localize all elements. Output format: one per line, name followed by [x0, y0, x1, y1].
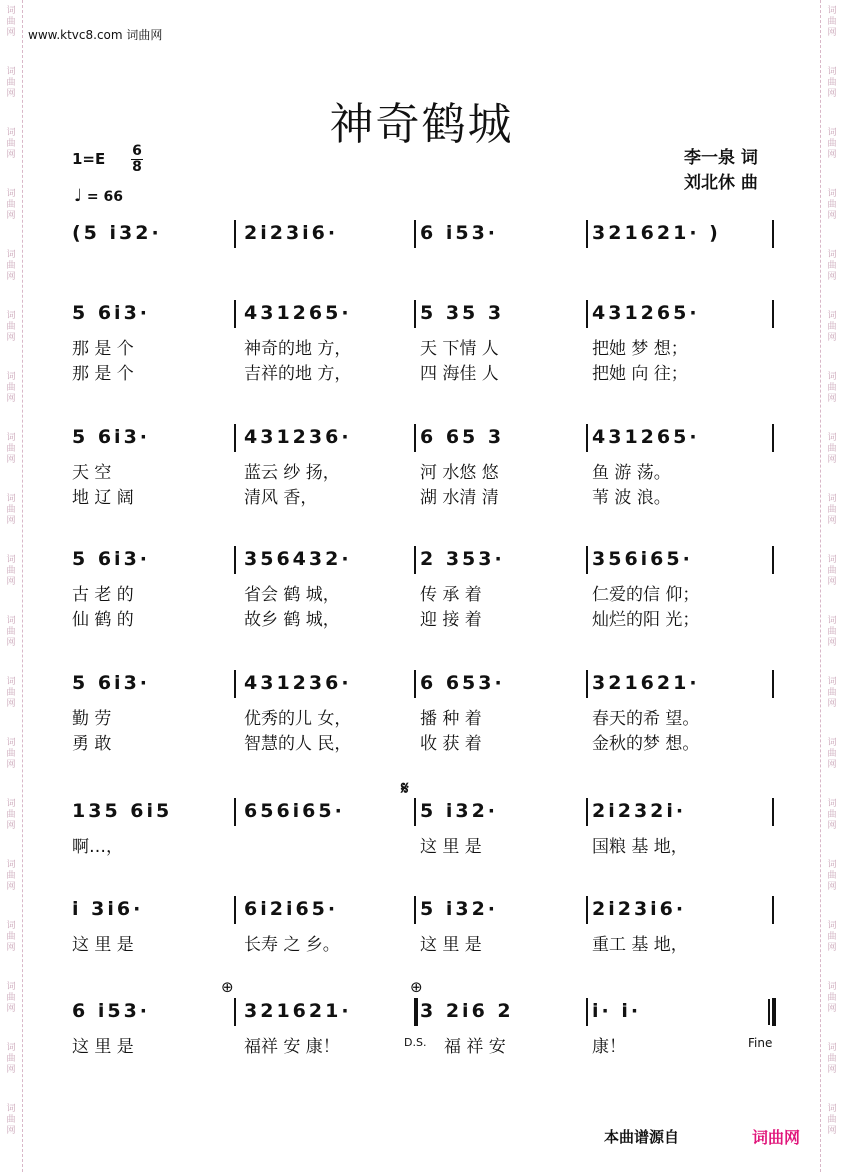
notation-bar: 5 6i3·: [72, 548, 151, 570]
lyric-text: 地 辽 阔: [72, 488, 134, 508]
lyric-text: 神奇的地 方，: [244, 339, 352, 359]
barline: [414, 546, 416, 574]
watermark-text: 词 曲 网: [827, 799, 837, 831]
watermark-text: 词 曲 网: [827, 67, 837, 99]
notation-bar: 2i23i6·: [244, 222, 339, 244]
barline: [772, 670, 774, 698]
barline: [414, 896, 416, 924]
notation-bar: 3 2i6 2: [420, 1000, 514, 1022]
watermark-text: 词 曲 网: [6, 555, 16, 587]
lyric-text: 这 里 是: [72, 1037, 134, 1057]
watermark-text: 词 曲 网: [6, 189, 16, 221]
watermark-text: 词 曲 网: [827, 494, 837, 526]
lyric-text: 河 水悠 悠: [420, 463, 499, 483]
barline: [414, 424, 416, 452]
barline: [772, 546, 774, 574]
credits: [684, 146, 758, 196]
notation-bar: 5 i32·: [420, 898, 499, 920]
notation-bar: 2i232i·: [592, 800, 687, 822]
lyric-text: 把她 梦 想；: [592, 339, 688, 359]
watermark-text: 词 曲 网: [6, 250, 16, 282]
lyric-text: 这 里 是: [420, 837, 482, 857]
notation-bar: 5 6i3·: [72, 426, 151, 448]
lyric-text: 传 承 着: [420, 585, 482, 605]
coda-icon: ⊕: [410, 978, 423, 996]
notation-bar: 6 65 3: [420, 426, 505, 448]
watermark-text: 词 曲 网: [6, 67, 16, 99]
site-url[interactable]: www.ktvc8.com 词曲网: [28, 28, 163, 42]
lyric-text: 清风 香，: [244, 488, 318, 508]
watermark-text: 词 曲 网: [6, 433, 16, 465]
song-title: 神奇鹤城: [329, 99, 514, 150]
barline: [234, 220, 236, 248]
lyric-text: 春天的希 望。: [592, 709, 700, 729]
lyric-text: 天 空: [72, 463, 112, 483]
lyric-text: 鱼 游 荡。: [592, 463, 671, 483]
notation-bar: 431236·: [244, 672, 352, 694]
watermark-text: 词 曲 网: [6, 921, 16, 953]
notation-bar: 6 653·: [420, 672, 505, 694]
notation-bar: 431265·: [592, 302, 700, 324]
barline: [586, 220, 588, 248]
barline: [234, 896, 236, 924]
watermark-text: 词 曲 网: [827, 860, 837, 892]
watermark-text: 词 曲 网: [6, 799, 16, 831]
barline: [586, 798, 588, 826]
lyric-text: 灿烂的阳 光；: [592, 610, 700, 630]
barline: [772, 424, 774, 452]
lyric-text: 故乡 鹤 城，: [244, 610, 340, 630]
watermark-text: 词 曲 网: [827, 6, 837, 38]
barline: [234, 546, 236, 574]
watermark-text: 词 曲 网: [827, 433, 837, 465]
barline: [234, 798, 236, 826]
lyric-text: 金秋的梦 想。: [592, 734, 700, 754]
barline: [414, 670, 416, 698]
lyric-text: 这 里 是: [420, 935, 482, 955]
notation-bar: 356432·: [244, 548, 352, 570]
left-watermark-strip: [0, 0, 23, 1172]
lyric-text: 国粮 基 地，: [592, 837, 688, 857]
right-watermark-strip: [820, 0, 843, 1172]
dal-segno: D.S.: [404, 1036, 427, 1049]
coda-icon: ⊕: [221, 978, 234, 996]
notation-bar: 5 6i3·: [72, 302, 151, 324]
lyric-text: 那 是 个: [72, 339, 134, 359]
notation-bar: i· i·: [592, 1000, 642, 1022]
watermark-text: 词 曲 网: [6, 1104, 16, 1136]
barline: [234, 670, 236, 698]
notation-bar: 5 6i3·: [72, 672, 151, 694]
watermark-text: 词 曲 网: [6, 982, 16, 1014]
lyric-text: 收 获 着: [420, 734, 482, 754]
watermark-text: 词 曲 网: [6, 860, 16, 892]
lyric-text: 康！: [592, 1037, 626, 1057]
watermark-text: 词 曲 网: [6, 372, 16, 404]
watermark-text: 词 曲 网: [827, 128, 837, 160]
watermark-text: 词 曲 网: [6, 738, 16, 770]
barline: [772, 998, 776, 1026]
watermark-text: 词 曲 网: [6, 1043, 16, 1075]
notation-bar: 431236·: [244, 426, 352, 448]
lyric-text: 苇 波 浪。: [592, 488, 671, 508]
notation-bar: 356i65·: [592, 548, 693, 570]
source-label: 本曲谱源自: [604, 1128, 680, 1146]
lyric-text: 福 祥 安: [444, 1037, 506, 1057]
barline: [414, 998, 418, 1026]
watermark-text: 词 曲 网: [827, 372, 837, 404]
barline: [234, 424, 236, 452]
lyric-text: 迎 接 着: [420, 610, 482, 630]
watermark-text: 词 曲 网: [6, 677, 16, 709]
barline: [772, 896, 774, 924]
fine-mark: Fine: [748, 1036, 773, 1050]
notation-bar: 135 6i5: [72, 800, 173, 822]
notation-bar: 6i2i65·: [244, 898, 339, 920]
barline: [234, 998, 236, 1026]
barline: [586, 546, 588, 574]
watermark-text: 词 曲 网: [6, 494, 16, 526]
notation-bar: 431265·: [592, 426, 700, 448]
lyric-text: 仙 鹤 的: [72, 610, 134, 630]
notation-bar: 321621· ): [592, 222, 721, 244]
barline: [586, 998, 588, 1026]
notation-bar: 6 i53·: [420, 222, 499, 244]
tempo-value: = 66: [86, 189, 123, 205]
notation-bar: 5 35 3: [420, 302, 505, 324]
watermark-text: 词 曲 网: [6, 6, 16, 38]
tempo-marking: [74, 186, 123, 206]
watermark-text: 词 曲 网: [827, 189, 837, 221]
lyric-text: 湖 水清 清: [420, 488, 499, 508]
lyric-text: 古 老 的: [72, 585, 134, 605]
lyric-text: 啊…，: [72, 837, 123, 857]
notation-bar: 431265·: [244, 302, 352, 324]
barline: [772, 300, 774, 328]
lyric-text: 播 种 着: [420, 709, 482, 729]
lyric-text: 仁爱的信 仰；: [592, 585, 700, 605]
lyric-text: 那 是 个: [72, 364, 134, 384]
barline: [234, 300, 236, 328]
barline: [414, 798, 416, 826]
lyric-text: 重工 基 地，: [592, 935, 688, 955]
notation-bar: 2i23i6·: [592, 898, 687, 920]
brand-link[interactable]: 词曲网: [752, 1128, 801, 1147]
barline: [586, 424, 588, 452]
lyric-text: 省会 鹤 城，: [244, 585, 340, 605]
lyricist: 李一泉 词: [684, 148, 758, 168]
lyric-text: 智慧的人 民，: [244, 734, 352, 754]
lyric-text: 勇 敢: [72, 734, 112, 754]
notation-bar: 6 i53·: [72, 1000, 151, 1022]
barline: [586, 670, 588, 698]
meter-bottom: 8: [132, 159, 142, 175]
watermark-text: 词 曲 网: [6, 128, 16, 160]
watermark-text: 词 曲 网: [6, 311, 16, 343]
meter-top: 6: [132, 143, 142, 159]
watermark-text: 词 曲 网: [827, 1043, 837, 1075]
lyric-text: 长寿 之 乡。: [244, 935, 340, 955]
lyric-text: 勤 劳: [72, 709, 112, 729]
watermark-text: 词 曲 网: [6, 616, 16, 648]
notation-bar: 5 i32·: [420, 800, 499, 822]
watermark-text: 词 曲 网: [827, 982, 837, 1014]
watermark-text: 词 曲 网: [827, 555, 837, 587]
notation-bar: 321621·: [244, 1000, 352, 1022]
time-signature: [130, 144, 144, 175]
segno-icon: 𝄋: [401, 778, 409, 799]
notation-bar: i 3i6·: [72, 898, 144, 920]
composer: 刘北休 曲: [684, 173, 758, 193]
quarter-note-icon: ♩: [74, 186, 83, 206]
barline: [772, 220, 774, 248]
watermark-text: 词 曲 网: [827, 738, 837, 770]
key-signature: 1=E: [72, 150, 106, 168]
barline: [772, 798, 774, 826]
barline: [414, 300, 416, 328]
lyric-text: 优秀的儿 女，: [244, 709, 352, 729]
barline: [586, 300, 588, 328]
watermark-text: 词 曲 网: [827, 921, 837, 953]
watermark-text: 词 曲 网: [827, 616, 837, 648]
watermark-text: 词 曲 网: [827, 677, 837, 709]
notation-bar: (5 i32·: [72, 222, 162, 244]
watermark-text: 词 曲 网: [827, 1104, 837, 1136]
lyric-text: 吉祥的地 方，: [244, 364, 352, 384]
lyric-text: 福祥 安 康！: [244, 1037, 340, 1057]
barline: [586, 896, 588, 924]
watermark-text: 词 曲 网: [827, 311, 837, 343]
notation-bar: 656i65·: [244, 800, 345, 822]
lyric-text: 把她 向 往；: [592, 364, 688, 384]
watermark-text: 词 曲 网: [827, 250, 837, 282]
notation-bar: 321621·: [592, 672, 700, 694]
lyric-text: 这 里 是: [72, 935, 134, 955]
lyric-text: 四 海佳 人: [420, 364, 499, 384]
lyric-text: 天 下情 人: [420, 339, 499, 359]
notation-bar: 2 353·: [420, 548, 505, 570]
lyric-text: 蓝云 纱 扬，: [244, 463, 340, 483]
barline: [414, 220, 416, 248]
